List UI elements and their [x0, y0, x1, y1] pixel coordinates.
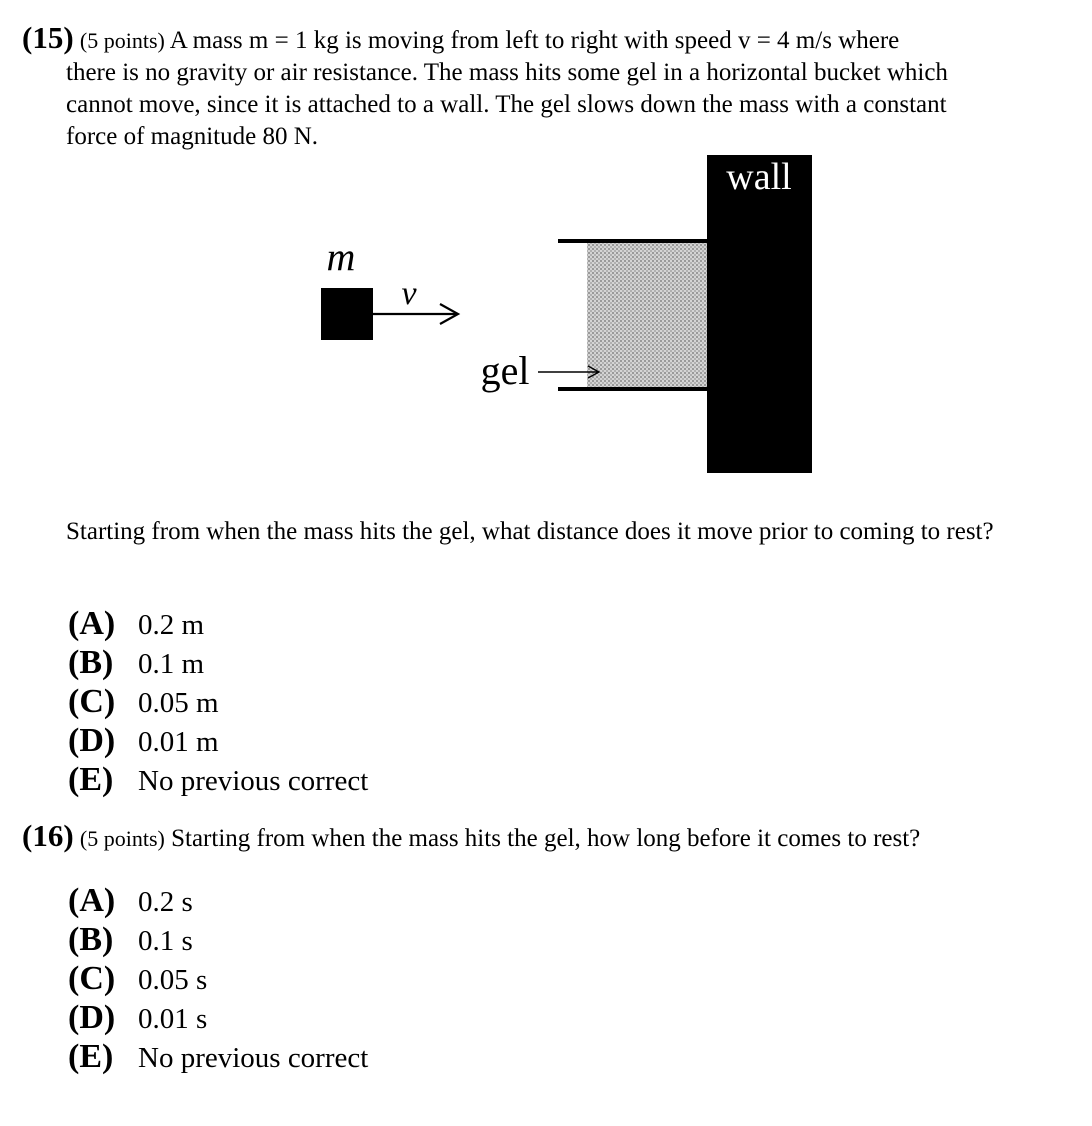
- choice-letter: (A): [68, 605, 116, 642]
- choice-16-c[interactable]: [68, 960, 368, 999]
- choice-text: No previous correct: [138, 765, 369, 797]
- choice-letter: (D): [68, 722, 116, 759]
- choice-16-e[interactable]: [68, 1038, 368, 1077]
- choice-letter: (E): [68, 761, 114, 798]
- problem-15-line-4: force of magnitude 80 N.: [66, 123, 319, 150]
- choice-text: 0.1 s: [138, 925, 193, 957]
- gel-label: gel: [480, 348, 530, 393]
- choice-15-d[interactable]: [68, 722, 368, 761]
- choice-letter: (B): [68, 644, 114, 681]
- choice-16-b[interactable]: [68, 921, 368, 960]
- choice-text: 0.05 s: [138, 964, 208, 996]
- choice-text: 0.2 m: [138, 609, 205, 641]
- problem-15-choices: [68, 605, 368, 800]
- choice-16-d[interactable]: [68, 999, 368, 1038]
- problem-15-line-1: A mass m = 1 kg is moving from left to right with speed v = 4 m/s where: [169, 27, 900, 54]
- problem-15-line-3: cannot move, since it is attached to a wall. The gel slows down the mass with a constant: [66, 91, 947, 118]
- gel-bucket-diagram: [0, 0, 1092, 500]
- choice-letter: (B): [68, 921, 114, 958]
- choice-15-a[interactable]: [68, 605, 368, 644]
- gel-pointer-arrow: [538, 366, 599, 378]
- choice-text: 0.2 s: [138, 886, 193, 918]
- wall: [707, 155, 812, 473]
- problem-15-number: (15): [22, 20, 74, 55]
- mass-block: [321, 288, 373, 340]
- mass-label: m: [326, 234, 356, 279]
- problem-15-question: Starting from when the mass hits the gel, what distance does it move prior to coming to rest?: [66, 518, 994, 545]
- choice-text: 0.1 m: [138, 648, 205, 680]
- choice-15-e[interactable]: [68, 761, 368, 800]
- choice-text: 0.05 m: [138, 687, 219, 719]
- problem-16-statement: [22, 818, 920, 857]
- problem-16-question: Starting from when the mass hits the gel, how long before it comes to rest?: [171, 825, 921, 852]
- choice-text: 0.01 s: [138, 1003, 208, 1035]
- problem-16-choices: [68, 882, 368, 1077]
- problem-15-line-2: there is no gravity or air resistance. The mass hits some gel in a horizontal bucket which: [66, 59, 948, 86]
- choice-15-b[interactable]: [68, 644, 368, 683]
- choice-letter: (C): [68, 960, 116, 997]
- choice-text: 0.01 m: [138, 726, 219, 758]
- choice-letter: (D): [68, 999, 116, 1036]
- wall-label: wall: [726, 156, 792, 198]
- choice-text: No previous correct: [138, 1042, 369, 1074]
- choice-letter: (C): [68, 683, 116, 720]
- choice-letter: (A): [68, 882, 116, 919]
- velocity-label: v: [401, 275, 417, 312]
- problem-16-number: (16): [22, 818, 74, 853]
- problem-16-points: (5 points): [79, 826, 165, 851]
- problem-15-points: (5 points): [79, 28, 165, 53]
- gel: [587, 242, 707, 388]
- choice-15-c[interactable]: [68, 683, 368, 722]
- choice-letter: (E): [68, 1038, 114, 1075]
- choice-16-a[interactable]: [68, 882, 368, 921]
